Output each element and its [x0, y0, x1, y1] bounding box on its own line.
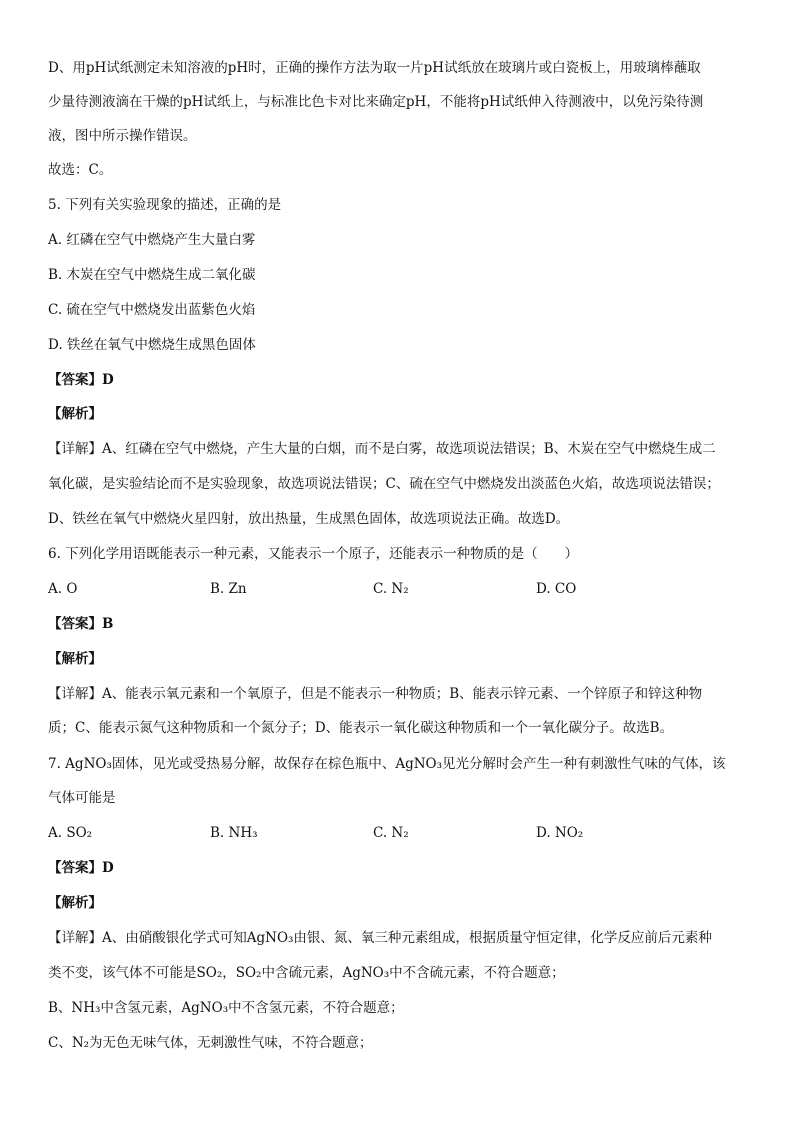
text-line: 【详解】A、由硝酸银化学式可知AgNO₃由银、氮、氧三种元素组成，根据质量守恒定律，化学反应前后元素种	[48, 930, 712, 946]
answer-label: 【答案】B	[48, 616, 114, 632]
q6-option-c: C. N₂	[373, 581, 409, 597]
text-line: 【详解】A、红磷在空气中燃烧，产生大量的白烟，而不是白雾，故选项说法错误；B、木炭在空气中燃烧生成二	[48, 441, 716, 457]
option-a: A. 红磷在空气中燃烧产生大量白雾	[48, 232, 256, 248]
text-line: 气体可能是	[48, 790, 116, 806]
q6-option-a: A. O	[48, 581, 78, 597]
text-line: 少量待测液滴在干燥的pH试纸上，与标准比色卡对比来确定pH，不能将pH试纸伸入待测液中，以免污染待测	[48, 94, 704, 110]
text-line: 类不变，该气体不可能是SO₂，SO₂中含硫元素，AgNO₃中不含硫元素，不符合题意；	[48, 965, 565, 981]
analysis-label: 【解析】	[48, 406, 102, 422]
q7-option-d: D. NO₂	[536, 825, 584, 841]
question-5: 5. 下列有关实验现象的描述，正确的是	[48, 197, 282, 213]
analysis-label: 【解析】	[48, 651, 102, 667]
text-line: D、铁丝在氧气中燃烧火星四射，放出热量，生成黑色固体，故选项说法正确。故选D。	[48, 511, 570, 527]
option-b: B. 木炭在空气中燃烧生成二氧化碳	[48, 267, 256, 283]
q7-option-c: C. N₂	[373, 825, 409, 841]
text-line: 氧化碳，是实验结论而不是实验现象，故选项说法错误；C、硫在空气中燃烧发出淡蓝色火焰，故选项说法错误；	[48, 476, 720, 492]
text-line: 【详解】A、能表示氧元素和一个氧原子，但是不能表示一种物质；B、能表示锌元素、一个锌原子和锌这种物	[48, 686, 703, 702]
text-line: D、用pH试纸测定未知溶液的pH时，正确的操作方法为取一片pH试纸放在玻璃片或白瓷板上，用玻璃棒蘸取	[48, 60, 701, 76]
answer-label: 【答案】D	[48, 860, 114, 876]
text-line: 液，图中所示操作错误。	[48, 128, 197, 144]
option-d: D. 铁丝在氧气中燃烧生成黑色固体	[48, 337, 256, 353]
analysis-label: 【解析】	[48, 895, 102, 911]
q7-option-a: A. SO₂	[48, 825, 93, 841]
option-c: C. 硫在空气中燃烧发出蓝紫色火焰	[48, 302, 256, 318]
text-line: 质；C、能表示氮气这种物质和一个氮分子；D、能表示一氧化碳这种物质和一个一氧化碳分子。故选B。	[48, 720, 674, 736]
q6-option-b: B. Zn	[210, 581, 247, 597]
text-line: B、NH₃中含氢元素，AgNO₃中不含氢元素，不符合题意；	[48, 1000, 404, 1016]
question-6: 6. 下列化学用语既能表示一种元素，又能表示一个原子，还能表示一种物质的是（ ）	[48, 546, 579, 562]
question-7: 7. AgNO₃固体，见光或受热易分解，故保存在棕色瓶中、AgNO₃见光分解时会产生一种有刺激性气味的气体，该	[48, 756, 726, 772]
q7-option-b: B. NH₃	[210, 825, 258, 841]
text-line: 故选：C。	[48, 162, 113, 178]
q6-option-d: D. CO	[536, 581, 577, 597]
answer-label: 【答案】D	[48, 372, 114, 388]
text-line: C、N₂为无色无味气体，无刺激性气味，不符合题意；	[48, 1035, 373, 1051]
